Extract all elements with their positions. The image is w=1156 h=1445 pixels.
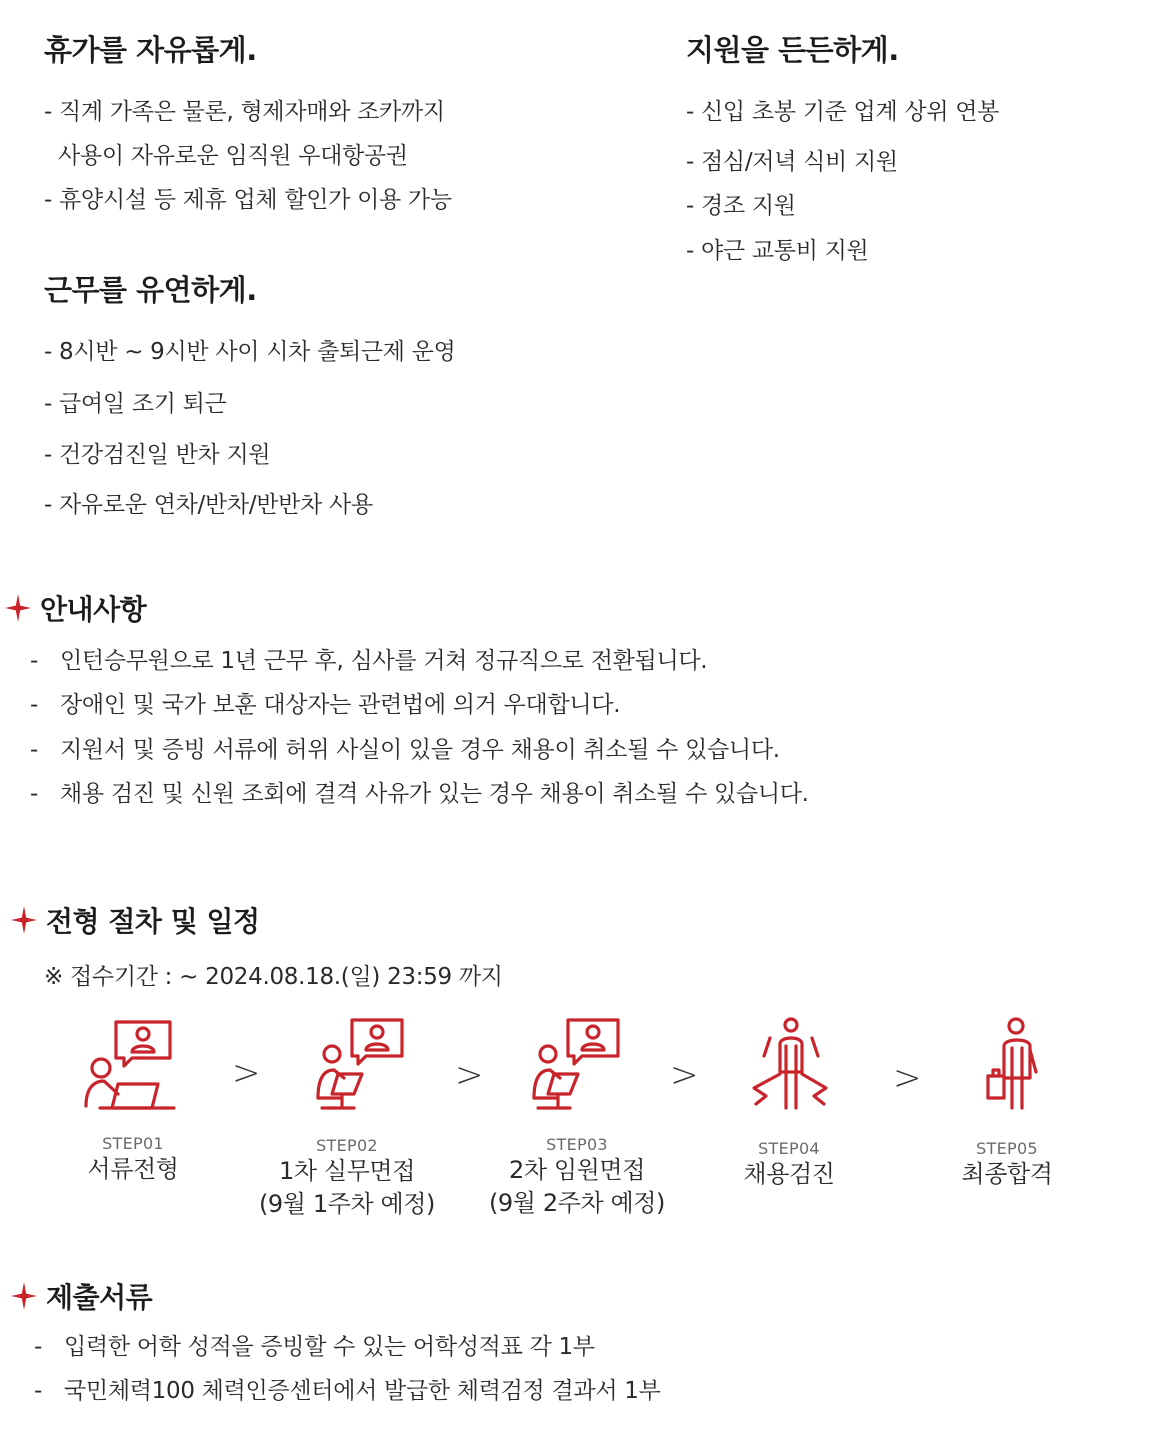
document-item [34, 1328, 595, 1361]
support-title: 지원을 든든하게. [686, 33, 899, 67]
work-item-1: - 8시반 ~ 9시반 사이 시차 출퇴근제 운영 [44, 339, 456, 365]
step-code: STEP05 [976, 1139, 1038, 1158]
process-step [718, 1139, 860, 1191]
process-step [472, 1135, 682, 1220]
vacation-item-3: - 휴양시설 등 제휴 업체 할인가 이용 가능 [44, 187, 452, 213]
notice-item [30, 775, 809, 808]
vacation-item-1: - 직계 가족은 물론, 형제자매와 조카까지 [44, 99, 445, 125]
step-arrow: > [893, 1058, 922, 1098]
step-arrow: > [670, 1055, 699, 1095]
list-dash: - [30, 781, 38, 807]
notice-item-text: 지원서 및 증빙 서류에 허위 사실이 있을 경우 채용이 취소될 수 있습니다. [60, 737, 780, 763]
support-item-3: - 경조 지원 [686, 193, 796, 219]
notice-item-text: 인턴승무원으로 1년 근무 후, 심사를 거쳐 정규직으로 전환됩니다. [60, 648, 708, 674]
step-code: STEP01 [102, 1134, 164, 1153]
work-item-2: - 급여일 조기 퇴근 [44, 391, 227, 417]
work-item-4: - 자유로운 연차/반차/반반차 사용 [44, 492, 373, 518]
step-code: STEP04 [758, 1139, 820, 1158]
step-name: 최종합격 [961, 1160, 1053, 1188]
document-item-text: 국민체력100 체력인증센터에서 발급한 체력검정 결과서 1부 [64, 1378, 661, 1404]
notice-item [30, 731, 780, 764]
documents-section-header [10, 1276, 152, 1316]
process-step [62, 1134, 204, 1186]
document-screening-icon [82, 1016, 182, 1116]
work-item-3: - 건강검진일 반차 지원 [44, 442, 271, 468]
documents-title: 제출서류 [46, 1281, 153, 1314]
notice-section-header [4, 588, 146, 628]
step-code: STEP02 [316, 1136, 378, 1155]
support-item-2: - 점심/저녁 식비 지원 [686, 149, 898, 175]
step-code: STEP03 [546, 1135, 608, 1154]
step-arrow: > [232, 1053, 261, 1093]
interview-icon [310, 1014, 410, 1114]
medical-check-icon [742, 1016, 838, 1116]
notice-item-text: 장애인 및 국가 보훈 대상자는 관련법에 의거 우대합니다. [60, 692, 621, 718]
application-period: ※ 접수기간 : ~ 2024.08.18.(일) 23:59 까지 [44, 964, 503, 990]
vacation-item-2: 사용이 자유로운 임직원 우대항공권 [44, 143, 408, 169]
process-title: 전형 절차 및 일정 [46, 905, 260, 938]
step-schedule: (9월 2주차 예정) [488, 1189, 666, 1217]
support-item-1: - 신입 초봉 기준 업계 상위 연봉 [686, 99, 1000, 125]
list-dash: - [34, 1334, 42, 1360]
document-item [34, 1372, 661, 1405]
list-dash: - [30, 692, 38, 718]
notice-item-text: 채용 검진 및 신원 조회에 결격 사유가 있는 경우 채용이 취소될 수 있습니다. [60, 781, 809, 807]
sparkle-icon [10, 905, 38, 935]
step-name: 1차 실무면접 [278, 1157, 416, 1185]
interview-icon [526, 1014, 626, 1114]
process-step [936, 1139, 1078, 1191]
step-schedule: (9월 1주차 예정) [258, 1190, 436, 1218]
sparkle-icon [4, 593, 32, 623]
vacation-title: 휴가를 자유롭게. [44, 33, 257, 67]
process-section-header [10, 900, 260, 940]
list-dash: - [30, 648, 38, 674]
work-title: 근무를 유연하게. [44, 273, 257, 307]
step-name: 2차 임원면접 [508, 1156, 646, 1184]
document-item-text: 입력한 어학 성적을 증빙할 수 있는 어학성적표 각 1부 [64, 1334, 595, 1360]
sparkle-icon [10, 1281, 38, 1311]
step-name: 서류전형 [87, 1155, 179, 1183]
step-name: 채용검진 [743, 1160, 835, 1188]
support-item-4: - 야근 교통비 지원 [686, 238, 869, 264]
notice-item [30, 686, 620, 719]
list-dash: - [30, 737, 38, 763]
notice-item [30, 642, 707, 675]
final-pass-icon [968, 1016, 1058, 1116]
notice-title: 안내사항 [40, 593, 147, 626]
process-step [242, 1136, 452, 1221]
list-dash: - [34, 1378, 42, 1404]
step-arrow: > [455, 1055, 484, 1095]
